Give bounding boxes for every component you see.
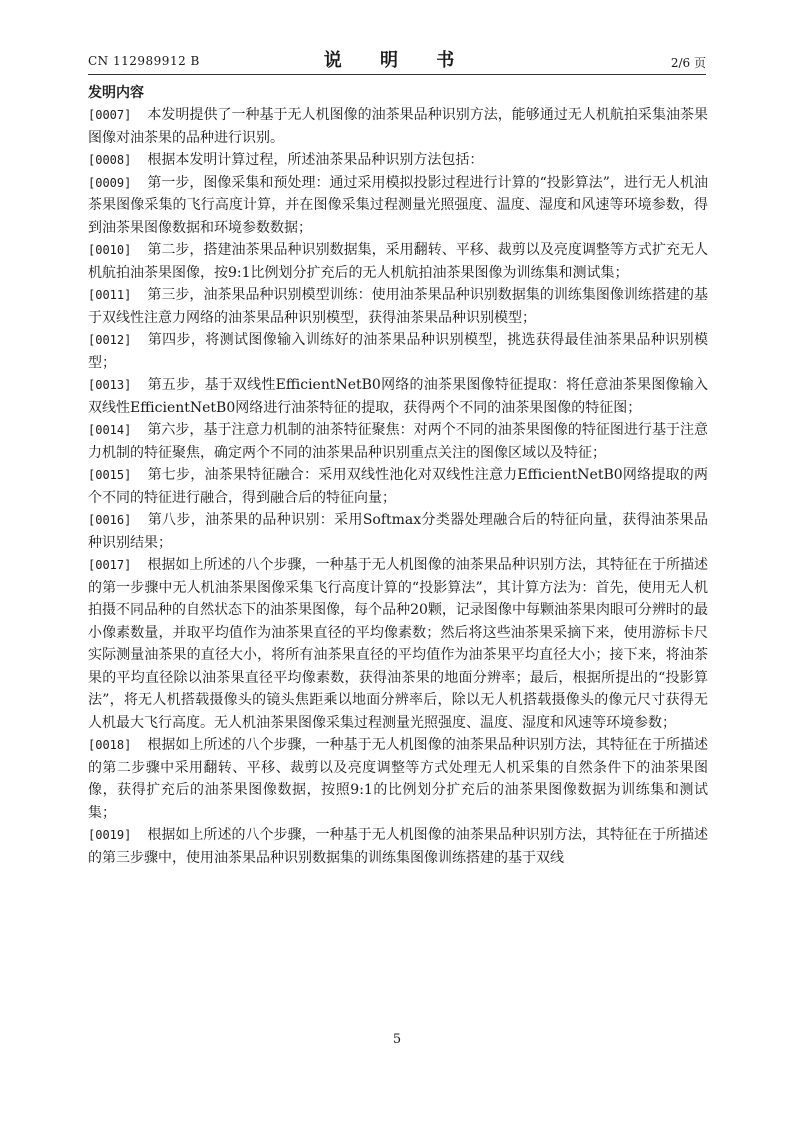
paragraph-0016	[88, 509, 708, 554]
paragraph-number: [0007]	[88, 108, 132, 122]
document-body	[88, 82, 708, 869]
paragraph-number: [0012]	[88, 333, 132, 347]
paragraph-text: 第一步，图像采集和预处理：通过采用模拟投影过程进行计算的“投影算法”，进行无人机油茶果图像采集的飞行高度计算，并在图像采集过程测量光照强度、温度、湿度和风速等环境参数，得到油茶果图像数据和环境参数数据；	[88, 174, 708, 236]
page-count: 2/6 页	[670, 56, 706, 70]
header-rule	[88, 74, 706, 75]
paragraph-0014	[88, 419, 708, 464]
paragraph-text: 根据本发明计算过程，所述油茶果品种识别方法包括：	[147, 152, 484, 168]
paragraph-0013	[88, 374, 708, 419]
paragraph-0018	[88, 734, 708, 824]
paragraph-number: [0010]	[88, 243, 132, 257]
paragraph-text: 第二步，搭建油茶果品种识别数据集，采用翻转、平移、裁剪以及亮度调整等方式扩充无人机航拍油茶果图像，按9:1比例划分扩充后的无人机航拍油茶果图像为训练集和测试集；	[88, 242, 708, 281]
paragraph-0007	[88, 104, 708, 149]
paragraph-number: [0018]	[88, 738, 132, 752]
paragraph-number: [0015]	[88, 468, 132, 482]
paragraph-number: [0013]	[88, 378, 132, 392]
paragraph-text: 第五步，基于双线性EfficientNetB0网络的油茶果图像特征提取：将任意油茶果图像输入双线性EfficientNetB0网络进行油茶特征的提取，获得两个不同的油茶果图像的特征图；	[88, 377, 708, 416]
paragraph-0011	[88, 284, 708, 329]
paragraph-text: 根据如上所述的八个步骤，一种基于无人机图像的油茶果品种识别方法，其特征在于所描述的第一步骤中无人机油茶果图像采集飞行高度计算的“投影算法”，其计算方法为：首先，使用无人机拍摄不同品种的自然状态下的油茶果图像，每个品种20颗，记录图像中每颗油茶果肉眼可分辨时的最小像素数量，并取平均值作为油茶果直径的平均像素数；然后将这些油茶果采摘下来，使用游标卡尺实际测量油茶果的直径大小，将所有油茶果直径的平均值作为油茶果平均直径大小；接下来，将油茶果的平均直径除以油茶果直径平均像素数，获得油茶果的地面分辨率；最后，根据所提出的“投影算法”，将无人机搭载摄像头的镜头焦距乘以地面分辨率后，除以无人机搭载摄像头的像元尺寸获得无人机最大飞行高度。无人机油茶果图像采集过程测量光照强度、温度、湿度和风速等环境参数；	[88, 557, 708, 731]
paragraph-0015	[88, 464, 708, 509]
paragraph-0017	[88, 554, 708, 734]
paragraph-text: 第七步，油茶果特征融合：采用双线性池化对双线性注意力EfficientNetB0网络提取的两个不同的特征进行融合，得到融合后的特征向量；	[88, 467, 708, 506]
paragraph-text: 本发明提供了一种基于无人机图像的油茶果品种识别方法，能够通过无人机航拍采集油茶果图像对油茶果的品种进行识别。	[88, 107, 708, 146]
paragraph-number: [0011]	[88, 288, 132, 302]
paragraph-number: [0019]	[88, 828, 132, 842]
paragraph-number: [0014]	[88, 423, 132, 437]
paragraph-number: [0009]	[88, 175, 132, 190]
paragraph-0012	[88, 329, 708, 374]
section-title: 发明内容	[88, 85, 144, 101]
paragraph-text: 第六步，基于注意力机制的油茶特征聚焦：对两个不同的油茶果图像的特征图进行基于注意力机制的特征聚焦，确定两个不同的油茶果品种识别重点关注的图像区域以及特征；	[88, 422, 708, 461]
paragraph-text: 根据如上所述的八个步骤，一种基于无人机图像的油茶果品种识别方法，其特征在于所描述的第二步骤中采用翻转、平移、裁剪以及亮度调整等方式处理无人机采集的自然条件下的油茶果图像，获得扩充后的油茶果图像数据，按照9:1的比例划分扩充后的油茶果图像数据为训练集和测试集；	[88, 737, 708, 821]
page-header	[88, 46, 706, 74]
paragraph-0019	[88, 824, 708, 869]
paragraph-0009	[88, 172, 708, 240]
document-title: 说 明 书	[323, 50, 471, 71]
paragraph-text: 根据如上所述的八个步骤，一种基于无人机图像的油茶果品种识别方法，其特征在于所描述的第三步骤中，使用油茶果品种识别数据集的训练集图像训练搭建的基于双线	[88, 827, 708, 866]
paragraph-number: [0016]	[88, 513, 132, 527]
patent-number: CN 112989912 B	[88, 54, 200, 68]
paragraph-text: 第八步，油茶果的品种识别：采用Softmax分类器处理融合后的特征向量，获得油茶果品种识别结果；	[88, 512, 708, 551]
paragraph-0008	[88, 149, 708, 172]
page-number: 5	[392, 1032, 402, 1047]
paragraph-number: [0017]	[88, 558, 132, 572]
paragraph-text: 第三步，油茶果品种识别模型训练：使用油茶果品种识别数据集的训练集图像训练搭建的基于双线性注意力网络的油茶果品种识别模型，获得油茶果品种识别模型；	[88, 287, 708, 326]
paragraph-text: 第四步，将测试图像输入训练好的油茶果品种识别模型，挑选获得最佳油茶果品种识别模型；	[88, 332, 708, 371]
paragraph-number: [0008]	[88, 153, 132, 167]
paragraph-0010	[88, 239, 708, 284]
